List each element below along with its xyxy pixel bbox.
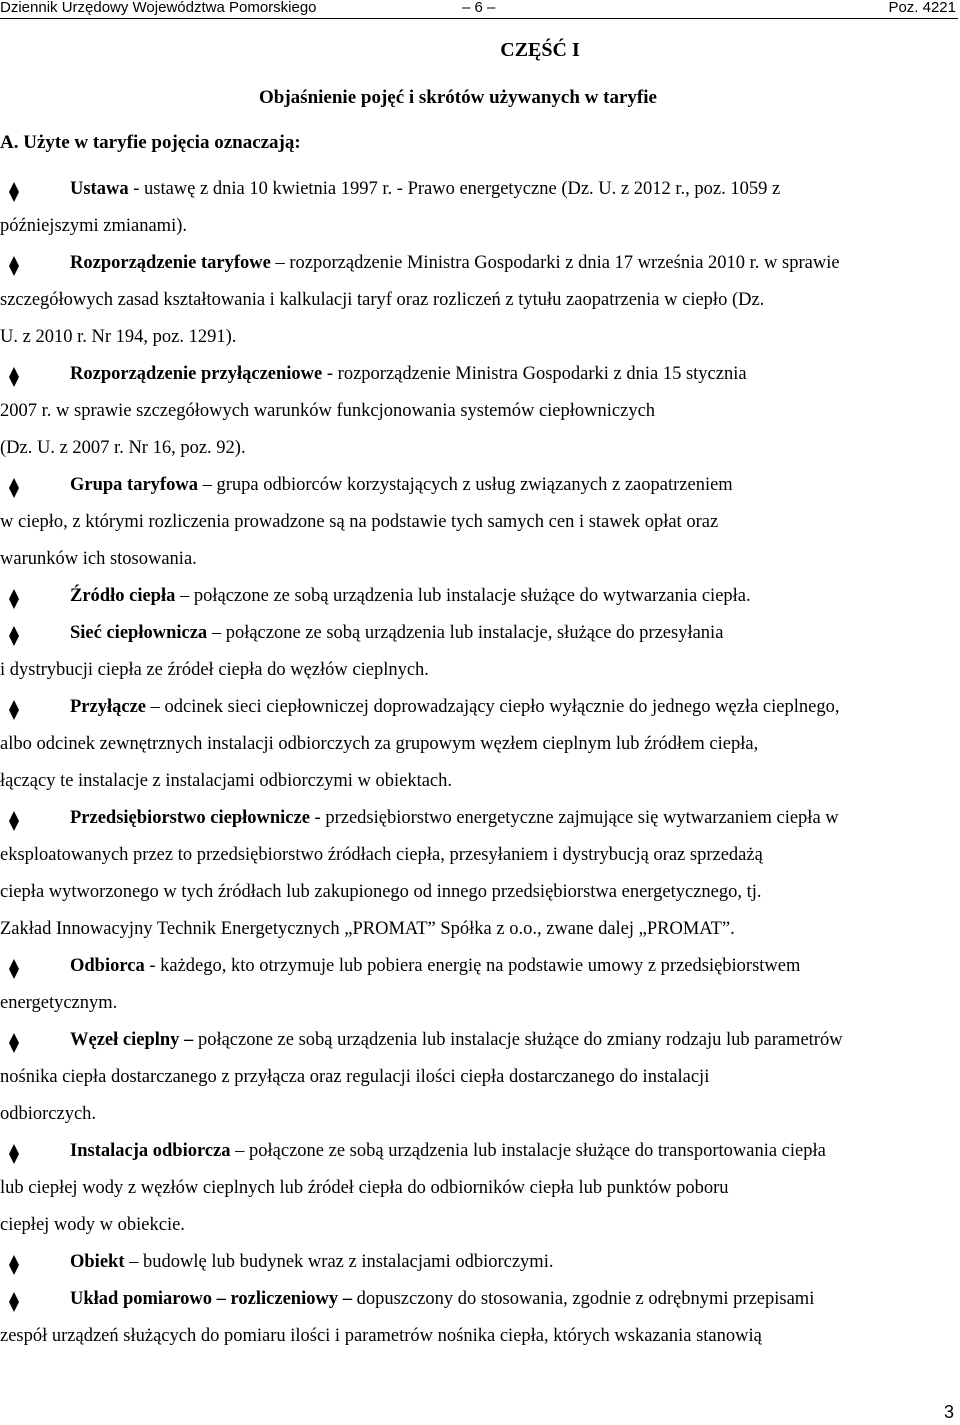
diamond-bullet-icon (8, 623, 20, 643)
definition-continuation: (Dz. U. z 2007 r. Nr 16, poz. 92). (0, 438, 246, 458)
definition-continuation: albo odcinek zewnętrznych instalacji odbiorczych za grupowym węzłem cieplnym lub źródłem ciepła, (0, 734, 759, 754)
diamond-bullet-icon (8, 956, 20, 976)
diamond-bullet-icon (8, 1141, 20, 1161)
definition-continuation: ciepła wytworzonego w tych źródłach lub zakupionego od innego przedsiębiorstwa energetycznego, tj. (0, 882, 762, 902)
diamond-bullet-icon (8, 697, 20, 717)
definition-item (0, 689, 958, 800)
diamond-bullet-icon (8, 253, 20, 273)
definition-first-line (70, 467, 958, 504)
definition-item (0, 467, 958, 578)
definition-first-line (70, 578, 958, 615)
definition-first-line (70, 1133, 958, 1170)
definition-continuation: zespół urządzeń służących do pomiaru ilości i parametrów nośnika ciepła, których wskazania stanowią (0, 1326, 762, 1346)
position-number: Poz. 4221 (888, 0, 956, 16)
diamond-bullet-icon (8, 1252, 20, 1272)
definition-text: – grupa odbiorców korzystających z usług związanych z zaopatrzeniem (202, 475, 733, 495)
definition-text: - przedsiębiorstwo energetyczne zajmujące się wytwarzaniem ciepła w (314, 808, 839, 828)
definition-first-line (70, 800, 958, 837)
definition-continuation: szczegółowych zasad kształtowania i kalkulacji taryf oraz rozliczeń z tytułu zaopatrzenia w ciepło (Dz. (0, 290, 765, 310)
definition-continuation: w ciepło, z którymi rozliczenia prowadzone są na podstawie tych samych cen i stawek opłat oraz (0, 512, 719, 532)
definition-term: Instalacja odbiorcza (70, 1141, 231, 1161)
definition-first-line (70, 171, 958, 208)
definition-continuation: warunków ich stosowania. (0, 549, 197, 569)
definition-first-line (70, 615, 958, 652)
definition-text: – budowlę lub budynek wraz z instalacjami odbiorczymi. (129, 1252, 554, 1272)
definition-continuation: eksploatowanych przez to przedsiębiorstwo źródłach ciepła, przesyłaniem i dystrybucją oraz sprzedażą (0, 845, 763, 865)
definition-first-line (70, 689, 958, 726)
definition-text: – rozporządzenie Ministra Gospodarki z dnia 17 września 2010 r. w sprawie (275, 253, 840, 273)
definition-first-line (70, 1244, 958, 1281)
definition-text: – odcinek sieci ciepłowniczej doprowadzający ciepło wyłącznie do jednego węzła cieplnego, (150, 697, 840, 717)
definition-item (0, 245, 958, 356)
definition-continuation: energetycznym. (0, 993, 118, 1013)
definition-first-line (70, 356, 958, 393)
diamond-bullet-icon (8, 364, 20, 384)
definition-term: Sieć ciepłownicza (70, 623, 208, 643)
part-subtitle: Objaśnienie pojęć i skrótów używanych w taryfie (259, 87, 657, 108)
diamond-bullet-icon (8, 586, 20, 606)
definition-term: Odbiorca (70, 956, 145, 976)
definition-first-line (70, 245, 958, 282)
definition-continuation: ciepłej wody w obiekcie. (0, 1215, 185, 1235)
definition-item (0, 800, 958, 948)
definition-term: Przyłącze (70, 697, 146, 717)
definition-term: Obiekt (70, 1252, 125, 1272)
definition-text: - każdego, kto otrzymuje lub pobiera energię na podstawie umowy z przedsiębiorstwem (149, 956, 801, 976)
definition-first-line (70, 948, 958, 985)
definition-item (0, 1022, 958, 1133)
definition-item (0, 1244, 958, 1281)
definition-term: Grupa taryfowa (70, 475, 198, 495)
definition-first-line (70, 1022, 958, 1059)
definition-continuation: Zakład Innowacyjny Technik Energetycznych „PROMAT” Spółka z o.o., zwane dalej „PROMAT”. (0, 919, 735, 939)
definition-continuation: nośnika ciepła dostarczanego z przyłącza oraz regulacji ilości ciepła dostarczanego do instalacji (0, 1067, 710, 1087)
definition-continuation: odbiorczych. (0, 1104, 97, 1124)
definition-item (0, 578, 958, 615)
definition-continuation: 2007 r. w sprawie szczegółowych warunków funkcjonowania systemów ciepłowniczych (0, 401, 656, 421)
header-page-marker: – 6 – (462, 0, 496, 16)
definition-item (0, 615, 958, 689)
definition-continuation: U. z 2010 r. Nr 194, poz. 1291). (0, 327, 237, 347)
diamond-bullet-icon (8, 179, 20, 199)
journal-title: Dziennik Urzędowy Województwa Pomorskiego (0, 0, 317, 16)
definition-term: Węzeł cieplny – (70, 1030, 194, 1050)
definition-continuation: późniejszymi zmianami). (0, 216, 187, 236)
definition-text: - rozporządzenie Ministra Gospodarki z dnia 15 stycznia (326, 364, 747, 384)
definition-continuation: łączący te instalacje z instalacjami odbiorczymi w obiektach. (0, 771, 453, 791)
definition-term: Rozporządzenie taryfowe (70, 253, 271, 273)
definition-text: dopuszczony do stosowania, zgodnie z odrębnymi przepisami (356, 1289, 815, 1309)
section-a-heading: A. Użyte w taryfie pojęcia oznaczają: (0, 132, 301, 153)
definition-item (0, 948, 958, 1022)
definition-term: Rozporządzenie przyłączeniowe (70, 364, 323, 384)
definition-term: Układ pomiarowo – rozliczeniowy – (70, 1289, 352, 1309)
diamond-bullet-icon (8, 1289, 20, 1309)
definition-continuation: i dystrybucji ciepła ze źródeł ciepła do węzłów cieplnych. (0, 660, 429, 680)
definition-item (0, 171, 958, 245)
definition-continuation: lub ciepłej wody z węzłów cieplnych lub źródeł ciepła do odbiorników ciepła lub punktów poboru (0, 1178, 729, 1198)
document-header (0, 0, 958, 19)
diamond-bullet-icon (8, 808, 20, 828)
definitions-list (0, 171, 958, 1355)
definition-term: Źródło ciepła (70, 586, 176, 606)
definition-item (0, 1133, 958, 1244)
diamond-bullet-icon (8, 475, 20, 495)
part-title: CZĘŚĆ I (500, 39, 580, 61)
definition-text: połączone ze sobą urządzenia lub instalacje służące do zmiany rodzaju lub parametrów (197, 1030, 843, 1050)
definition-text: – połączone ze sobą urządzenia lub instalacje służące do transportowania ciepła (235, 1141, 826, 1161)
definition-term: Przedsiębiorstwo ciepłownicze (70, 808, 310, 828)
definition-text: – połączone ze sobą urządzenia lub instalacje służące do wytwarzania ciepła. (179, 586, 751, 606)
page-number: 3 (943, 1402, 954, 1422)
definition-text: – połączone ze sobą urządzenia lub instalacje, służące do przesyłania (211, 623, 724, 643)
definition-term: Ustawa (70, 179, 129, 199)
definition-item (0, 1281, 958, 1355)
diamond-bullet-icon (8, 1030, 20, 1050)
definition-first-line (70, 1281, 958, 1318)
definition-text: - ustawę z dnia 10 kwietnia 1997 r. - Prawo energetyczne (Dz. U. z 2012 r., poz. 1059 z (133, 179, 781, 199)
definition-item (0, 356, 958, 467)
